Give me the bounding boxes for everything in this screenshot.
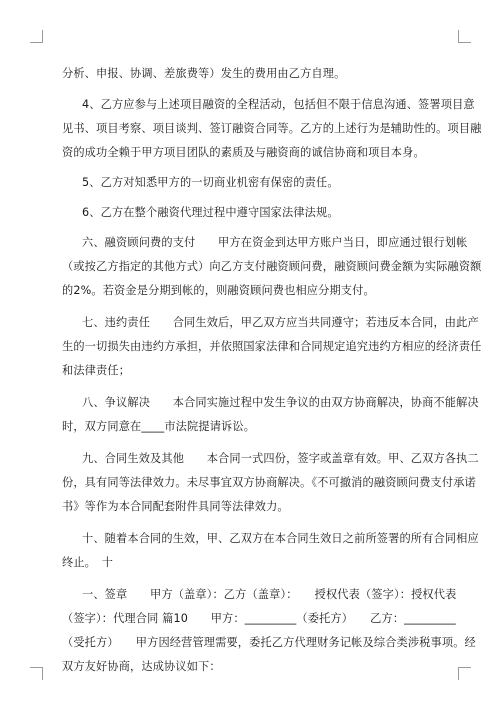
crop-mark-bottom-right	[458, 667, 471, 680]
text-line: 生的一切损失由违约方承担，并依照国家法律和合同规定追究违约方相应的经济责任	[62, 340, 482, 353]
text-line: 书》等作为本合同配套附件具同等法律效力。	[62, 500, 289, 513]
crop-mark-bottom-left	[30, 667, 43, 680]
text-line: 双方友好协商，达成协议如下：	[62, 660, 221, 673]
text-line: 七、违约责任 合同生效后，甲乙双方应当共同遵守；若违反本合同，由此产	[82, 316, 479, 329]
text-line: （或按乙方指定的其他方式）向乙方支付融资顾问费，融资顾问费金额为实际融资额	[62, 260, 482, 273]
text-line: 一、签章 甲方（盖章）：乙方（盖章）： 授权代表（签字）：授权代表	[82, 588, 457, 601]
text-line: 六、融资顾问费的支付 甲方在资金到达甲方账户当日，即应通过银行划帐	[82, 236, 468, 249]
text-line: 资的成功全赖于甲方项目团队的素质及与融资商的诚信协商和项目本身。	[62, 146, 425, 159]
crop-mark-top-right	[458, 30, 471, 43]
text-line: 和法律责任；	[62, 364, 131, 377]
text-line: 份，具有同等法律效力。未尽事宜双方协商解决。《不可撤消的融资顾问费支付承诺	[62, 476, 476, 489]
text-line: 终止。 十	[62, 556, 114, 569]
text-line: （受托方） 甲方因经营管理需要，委托乙方代理财务记帐及综合类涉税事项。经	[62, 636, 476, 649]
text-line: 的2%。若资金是分期到帐的，则融资顾问费也相应分期支付。	[62, 284, 375, 297]
text-line: 5、乙方对知悉甲方的一切商业机密有保密的责任。	[82, 176, 339, 189]
text-line: 九、合同生效及其他 本合同一式四份，签字或盖章有效。甲、乙双方各执二	[82, 452, 479, 465]
text-line: 八、争议解决 本合同实施过程中发生争议的由双方协商解决，协商不能解决	[82, 396, 479, 409]
text-line: 4、乙方应参与上述项目融资的全程活动，包括但不限于信息沟通、签署项目意	[82, 98, 475, 111]
text-line: 时，双方同意在____市法院提请诉讼。	[62, 420, 256, 433]
text-line: 十、随着本合同的生效，甲、乙双方在本合同生效日之前所签署的所有合同相应	[82, 532, 479, 545]
crop-mark-top-left	[30, 30, 43, 43]
text-line: （签字）：代理合同 篇10 甲方：_________（委托方） 乙方：_________	[62, 612, 456, 625]
text-line: 6、乙方在整个融资代理过程中遵守国家法律法规。	[82, 206, 339, 219]
text-line: 分析、申报、协调、差旅费等）发生的费用由乙方自理。	[62, 67, 346, 80]
text-line: 见书、项目考察、项目谈判、签订融资合同等。乙方的上述行为是辅助性的。项目融	[62, 122, 482, 135]
